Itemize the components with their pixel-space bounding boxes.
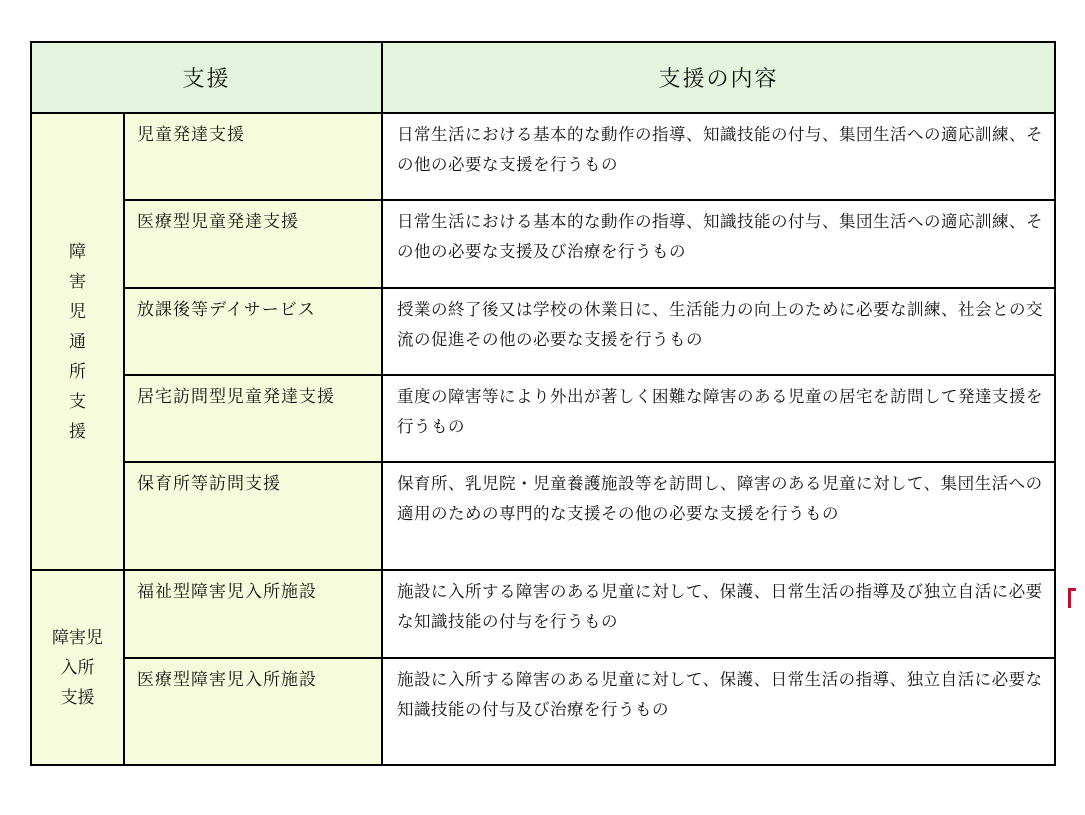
service-description: 日常生活における基本的な動作の指導、知識技能の付与、集団生活への適応訓練、その他の必要な支援を行うもの	[382, 113, 1055, 200]
support-services-table	[30, 41, 1056, 766]
service-description: 保育所、乳児院・児童養護施設等を訪問し、障害のある児童に対して、集団生活への適用のための専門的な支援その他の必要な支援を行うもの	[382, 462, 1055, 570]
table-row	[31, 288, 1055, 375]
group-label-char: 支	[69, 391, 86, 412]
group-label-day-support	[31, 113, 124, 570]
group-label-char: 通	[69, 331, 86, 352]
table-row	[31, 462, 1055, 570]
group-label-line: 入所	[60, 657, 95, 678]
group-label-char: 所	[69, 361, 86, 382]
service-description: 施設に入所する障害のある児童に対して、保護、日常生活の指導、独立自活に必要な知識技能の付与及び治療を行うもの	[382, 658, 1055, 765]
cursor-marker	[1068, 588, 1071, 608]
service-name: 医療型障害児入所施設	[124, 658, 382, 765]
service-name: 保育所等訪問支援	[124, 462, 382, 570]
service-name: 児童発達支援	[124, 113, 382, 200]
group-label-residential-support	[31, 570, 124, 765]
group-label-char: 児	[69, 301, 86, 322]
service-name: 居宅訪問型児童発達支援	[124, 375, 382, 462]
service-description: 施設に入所する障害のある児童に対して、保護、日常生活の指導及び独立自活に必要な知識技能の付与を行うもの	[382, 570, 1055, 658]
service-description: 授業の終了後又は学校の休業日に、生活能力の向上のために必要な訓練、社会との交流の促進その他の必要な支援を行うもの	[382, 288, 1055, 375]
service-name: 福祉型障害児入所施設	[124, 570, 382, 658]
table-header-row	[31, 42, 1055, 113]
table-row	[31, 375, 1055, 462]
group-label-char: 障	[69, 241, 86, 262]
table-row	[31, 113, 1055, 200]
header-support-content: 支援の内容	[382, 42, 1055, 113]
group-label-char: 害	[69, 271, 86, 292]
service-description: 重度の障害等により外出が著しく困難な障害のある児童の居宅を訪問して発達支援を行うもの	[382, 375, 1055, 462]
table-row	[31, 200, 1055, 288]
header-support: 支援	[31, 42, 382, 113]
service-name: 医療型児童発達支援	[124, 200, 382, 288]
group-label-char: 援	[69, 421, 86, 442]
table-row	[31, 570, 1055, 658]
group-label-line: 支援	[60, 687, 95, 708]
service-name: 放課後等デイサービス	[124, 288, 382, 375]
service-description: 日常生活における基本的な動作の指導、知識技能の付与、集団生活への適応訓練、その他の必要な支援及び治療を行うもの	[382, 200, 1055, 288]
table-row	[31, 658, 1055, 765]
group-label-line: 障害児	[52, 627, 103, 648]
